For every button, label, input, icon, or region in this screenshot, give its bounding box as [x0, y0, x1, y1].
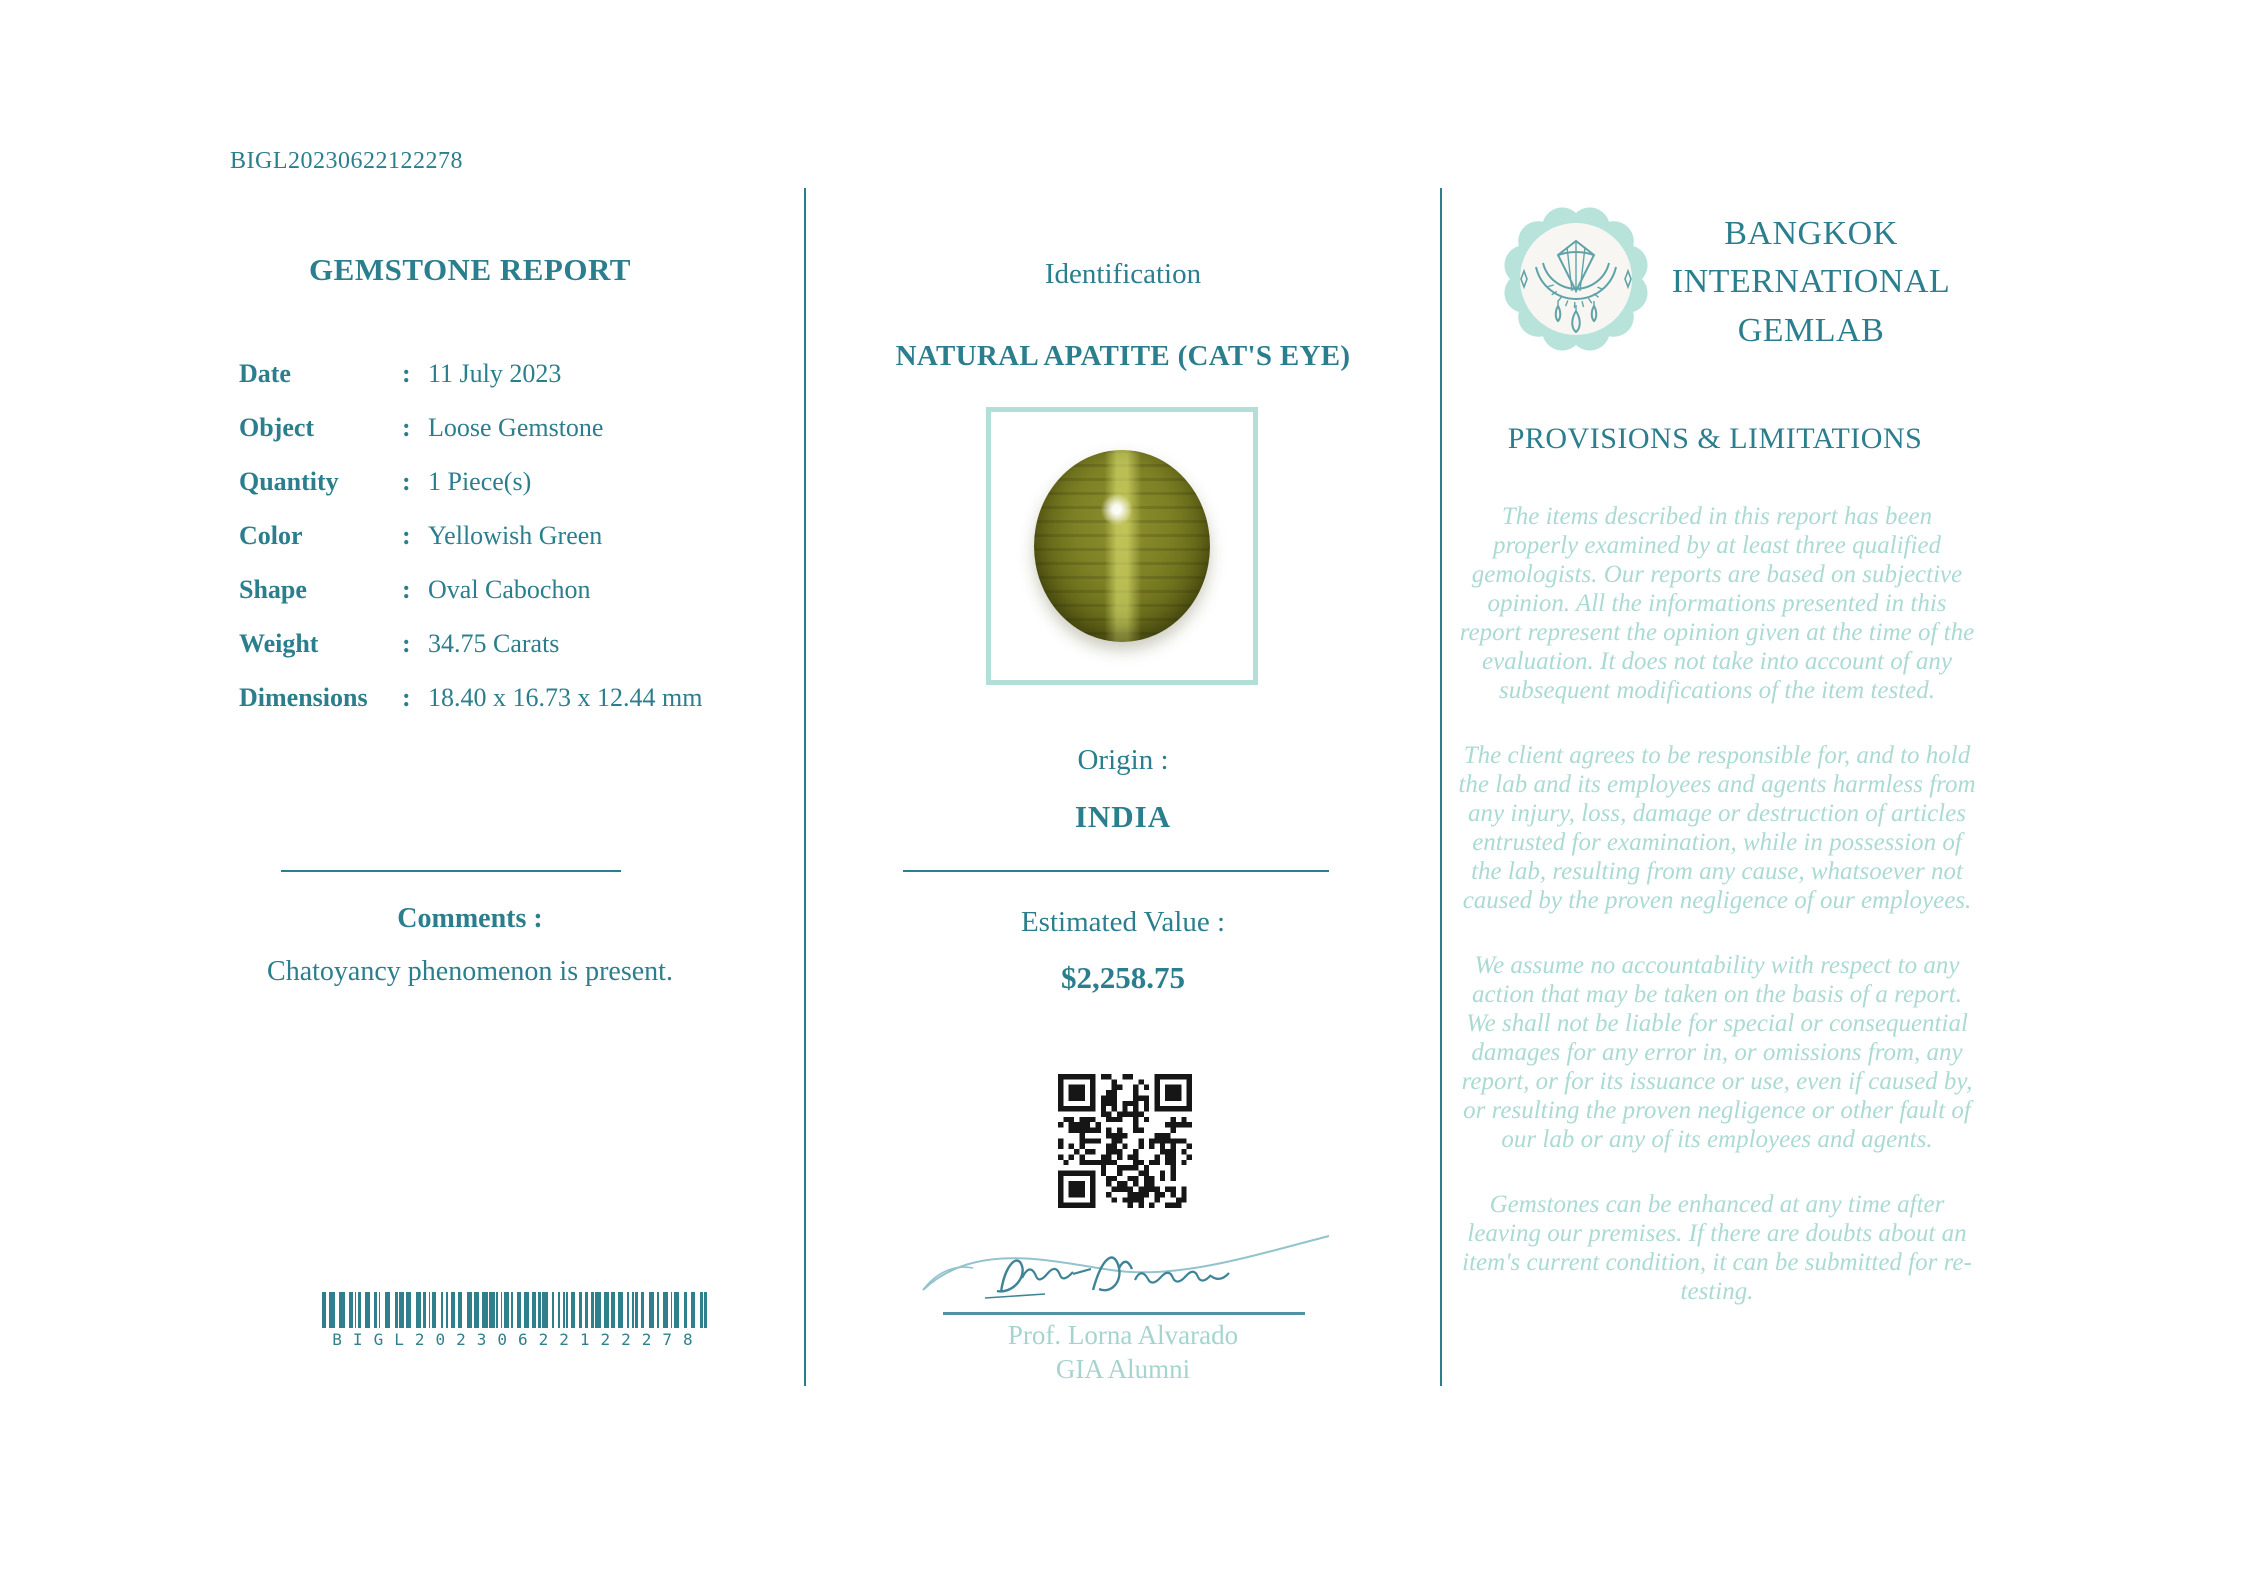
- field-label: Shape: [239, 575, 307, 604]
- field-value: Loose Gemstone: [428, 413, 604, 442]
- field-colon: :: [402, 359, 411, 388]
- barcode-text: BIGL20230622122278: [332, 1330, 704, 1349]
- provisions-paragraph: The items described in this report has been properly examined by at least three qualified gemologists. Our reports are based on subjective opinion. All the informations presented in this report represent the opinion given at the time of the evaluation. It does not take into account of any subsequent modifications of the item tested.: [1459, 503, 1975, 704]
- field-label: Date: [239, 359, 291, 388]
- field-colon: :: [402, 629, 411, 658]
- gemlab-logo: [1500, 203, 1652, 355]
- signature-rule: [943, 1312, 1305, 1315]
- lab-name: BANGKOK INTERNATIONAL GEMLAB: [1671, 215, 1951, 349]
- column-divider-left: [804, 188, 806, 1386]
- provisions-paragraph: We assume no accountability with respect to any action that may be taken on the basis of a report. We shall not be liable for special or consequential damages for any error in, or omissions from, any report, or for its issuance or use, even if caused by, or resulting the proven negligence or other fault of our lab or any of its employees and agents.: [1461, 952, 1973, 1153]
- signature: [915, 1226, 1335, 1314]
- table-row: [239, 630, 719, 657]
- gem-details-table: [239, 360, 719, 738]
- table-row: [239, 522, 719, 549]
- barcode: [322, 1292, 714, 1328]
- origin-value: INDIA: [1074, 799, 1172, 834]
- origin-label: Origin :: [1077, 744, 1169, 776]
- field-label: Dimensions: [239, 683, 368, 712]
- comments-text: Chatoyancy phenomenon is present.: [267, 956, 673, 987]
- gemstone-report-title: GEMSTONE REPORT: [309, 252, 631, 287]
- table-row: [239, 576, 719, 603]
- estimated-value-label: Estimated Value :: [1020, 906, 1226, 938]
- field-value: 1 Piece(s): [428, 467, 532, 496]
- field-colon: :: [402, 413, 411, 442]
- provisions-paragraph: Gemstones can be enhanced at any time after leaving our premises. If there are doubts about an item's current condition, it can be submitted for re-testing.: [1462, 1191, 1972, 1305]
- comments-divider: [281, 870, 621, 872]
- field-label: Weight: [239, 629, 319, 658]
- field-value: Yellowish Green: [428, 521, 603, 550]
- field-label: Color: [239, 521, 303, 550]
- field-colon: :: [402, 683, 411, 712]
- field-label: Quantity: [239, 467, 339, 496]
- field-value: 11 July 2023: [428, 359, 562, 388]
- table-row: [239, 360, 719, 387]
- field-label: Object: [239, 413, 315, 442]
- signatory-name: Prof. Lorna Alvarado: [1007, 1320, 1239, 1350]
- provisions-text: [1458, 502, 1976, 1342]
- table-row: [239, 468, 719, 495]
- field-value: 18.40 x 16.73 x 12.44 mm: [428, 683, 703, 712]
- gemstone-photo: [1034, 450, 1210, 642]
- field-colon: :: [402, 467, 411, 496]
- field-colon: :: [402, 575, 411, 604]
- signatory-credential: GIA Alumni: [1055, 1354, 1191, 1384]
- field-colon: :: [402, 521, 411, 550]
- field-value: 34.75 Carats: [428, 629, 560, 658]
- estimated-value: $2,258.75: [1061, 960, 1185, 995]
- identification-label: Identification: [1044, 258, 1202, 290]
- report-number: BIGL20230622122278: [230, 148, 463, 174]
- gemstone-photo-frame: [986, 407, 1258, 685]
- table-row: [239, 684, 719, 711]
- comments-label: Comments :: [397, 903, 543, 934]
- column-divider-right: [1440, 188, 1442, 1386]
- table-row: [239, 414, 719, 441]
- provisions-paragraph: The client agrees to be responsible for, and to hold the lab and its employees and agents harmless from any injury, loss, damage or destruction of articles entrusted for examination, while in possession of the lab, resulting from any cause, whatsoever not caused by the proven negligence of our employees.: [1458, 742, 1976, 914]
- qr-code: [1058, 1074, 1192, 1208]
- field-value: Oval Cabochon: [428, 575, 591, 604]
- provisions-title: PROVISIONS & LIMITATIONS: [1507, 422, 1923, 455]
- gem-name: NATURAL APATITE (CAT'S EYE): [895, 340, 1351, 372]
- estimated-value-divider: [903, 870, 1329, 872]
